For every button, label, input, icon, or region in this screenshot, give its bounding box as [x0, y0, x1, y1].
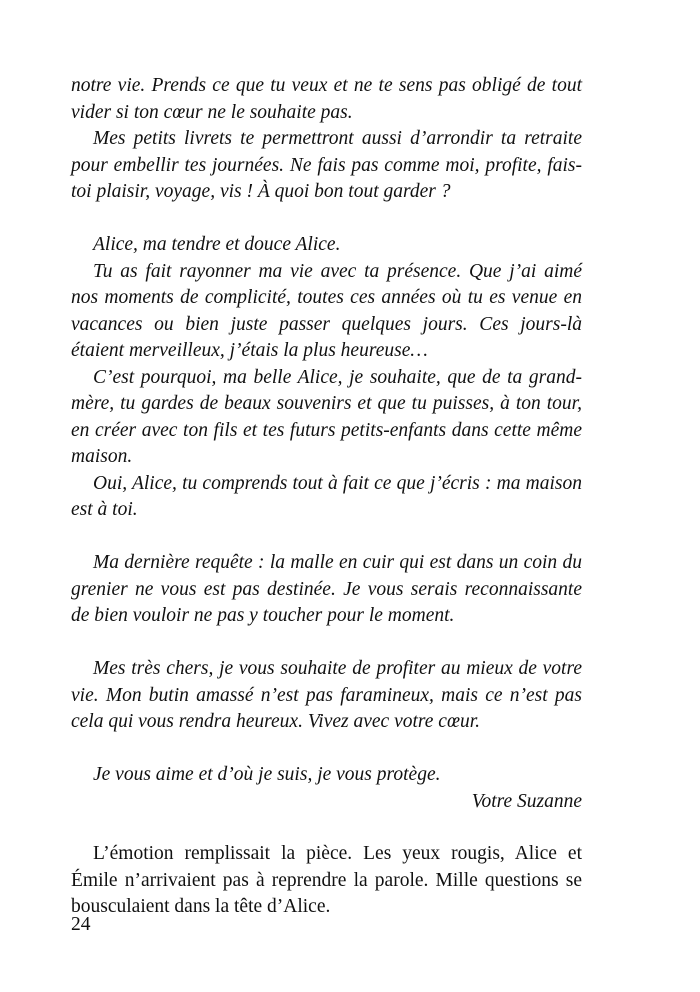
letter-signature: Votre Suzanne [471, 790, 582, 812]
narrative-text [71, 841, 582, 921]
paragraph-gap [71, 206, 582, 233]
paragraph-gap [71, 736, 582, 763]
letter-paragraph: Ma dernière requête : la malle en cuir qui est dans un coin du grenier ne vous est pas destinée. Je vous serais reconnaissante de bien vouloir ne pas y toucher pour le moment. [71, 552, 582, 626]
letter-paragraph: Alice, ma tendre et douce Alice. [93, 234, 341, 255]
letter-paragraph: Oui, Alice, tu comprends tout à fait ce que j’écris : ma maison est à toi. [71, 472, 582, 520]
letter-paragraph: Mes très chers, je vous souhaite de profiter au mieux de votre vie. Mon butin amassé n’est pas faramineux, mais ce n’est pas cela qui vous rendra heureux. Vivez avec votre cœur. [71, 658, 582, 732]
letter-paragraph: C’est pourquoi, ma belle Alice, je souhaite, que de ta grand-mère, tu gardes de beaux souvenirs et que tu puisses, à ton tour, en créer avec ton fils et tes futurs petits-enfants dans cette même maison. [71, 366, 582, 467]
letter-paragraph: Mes petits livrets te permettront aussi d’arrondir ta retraite pour embellir tes journées. Ne fais pas comme moi, profite, fais-toi plaisir, voyage, vis ! À quoi bon tout garder ? [71, 128, 582, 202]
page-number: 24 [71, 914, 91, 935]
paragraph-gap [71, 630, 582, 657]
narrative-paragraph: L’émotion remplissait la pièce. Les yeux rougis, Alice et Émile n’arrivaient pas à reprendre la parole. Mille questions se bousculaient dans la tête d’Alice. [71, 843, 582, 917]
letter-paragraph: Je vous aime et d’où je suis, je vous protège. [93, 764, 441, 785]
letter-paragraph: Tu as fait rayonner ma vie avec ta présence. Que j’ai aimé nos moments de complicité, toutes ces années où tu es venue en vacances ou bien juste passer quelques jours. Ces jours-là étaient merveilleux, j’étais la plus heureuse… [71, 260, 582, 361]
paragraph-gap [71, 524, 582, 551]
letter-paragraph: notre vie. Prends ce que tu veux et ne te sens pas obligé de tout vider si ton cœur ne le souhaite pas. [71, 75, 582, 123]
letter-text [71, 73, 582, 815]
book-page [71, 73, 582, 921]
